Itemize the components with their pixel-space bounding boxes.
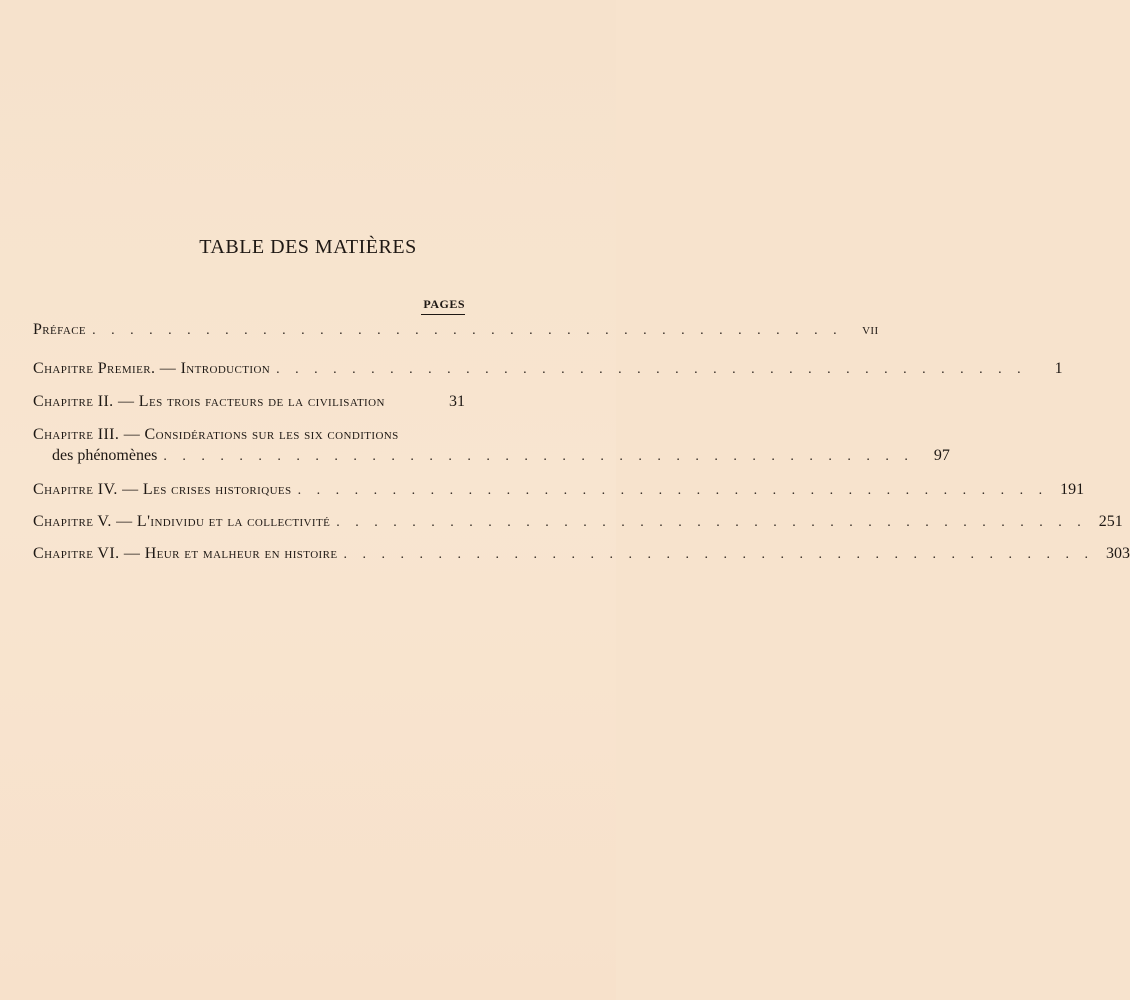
toc-entry-page: 303 [1105, 545, 1130, 562]
pages-column-header: PAGES [421, 297, 465, 315]
toc-entry-chapter-6[interactable] [33, 543, 1130, 565]
toc-entry-label: Chapitre Premier. — Introduction [33, 360, 271, 377]
toc-entry-label: Chapitre II. — Les trois facteurs de la civilisation [33, 393, 385, 410]
dot-leader: . . . . . . . . . . . . . . . . . . . . . . . . . . . . . . . . . . . . . . . . [336, 515, 1087, 530]
toc-entry-page: 191 [1060, 481, 1085, 498]
dot-leader: . . . . . . . . . . . . . . . . . . . . . . . . . . . . . . . . . . . . . . . . [163, 449, 914, 464]
toc-entry-label: Chapitre IV. — Les crises historiques [33, 481, 292, 498]
toc-entry-page: vii [862, 321, 879, 338]
toc-entry-chapter-3[interactable] [33, 424, 950, 467]
dot-leader: . . . . . . . . . . . . . . . . . . . . . . . . . . . . . . . . . . . . . . . . [343, 547, 1094, 562]
page-title: TABLE DES MATIÈRES [199, 236, 417, 258]
toc-entry-chapter-5[interactable] [33, 511, 1123, 533]
toc-entry-chapter-2[interactable] [33, 391, 465, 412]
dot-leader: . . . . . . . . . . . . . . . . . . . . . . . . . . . . . . . . . . . . . . . . [276, 362, 1027, 377]
toc-entry-preface[interactable] [33, 319, 879, 341]
toc-entry-page: 31 [449, 393, 465, 410]
toc-entry-label-line1: Chapitre III. — Considérations sur les six conditions [33, 426, 399, 443]
toc-entry-label: Chapitre V. — L'individu et la collectivité [33, 513, 331, 530]
toc-entry-label: Chapitre VI. — Heur et malheur en histoire [33, 545, 338, 562]
toc-entry-label: Préface [33, 321, 87, 338]
toc-entry-chapter-4[interactable] [33, 479, 1085, 501]
toc-entry-chapter-1[interactable] [33, 358, 1063, 380]
toc-entry-page: 1 [1054, 360, 1063, 377]
toc-entry-page: 97 [933, 447, 950, 464]
toc-entry-label-line2: des phénomènes [52, 447, 158, 464]
toc-entry-page: 251 [1098, 513, 1123, 530]
dot-leader: . . . . . . . . . . . . . . . . . . . . . . . . . . . . . . . . . . . . . . . . [92, 323, 843, 338]
dot-leader: . . . . . . . . . . . . . . . . . . . . . . . . . . . . . . . . . . . . . . . . [297, 483, 1049, 498]
